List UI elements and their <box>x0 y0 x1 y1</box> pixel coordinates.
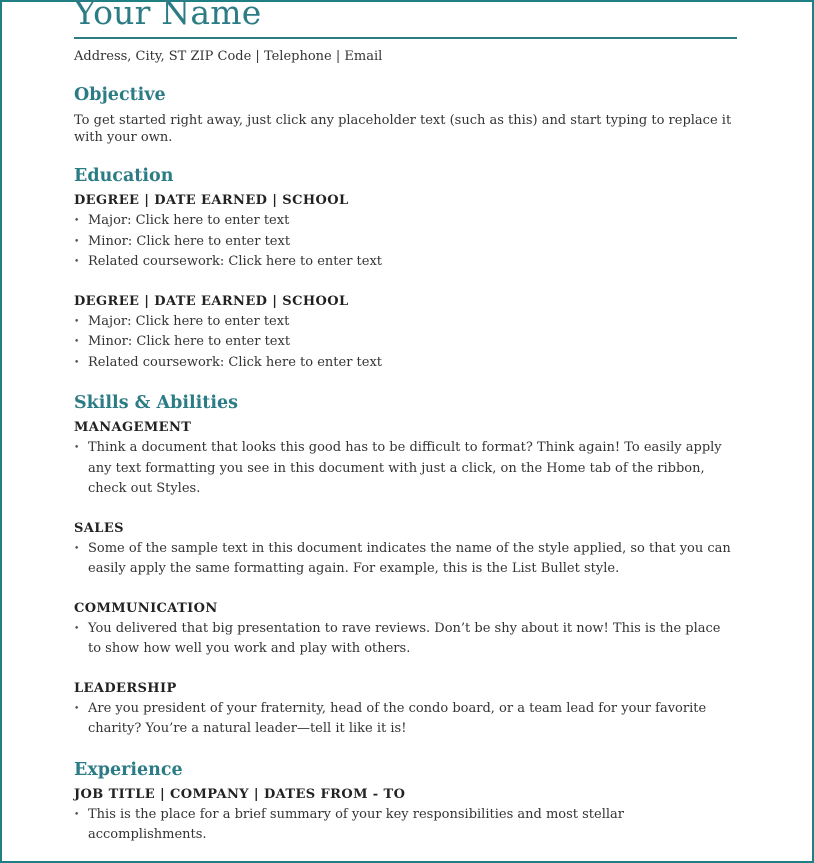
experience-entry-title[interactable]: JOB TITLE | COMPANY | DATES FROM - TO <box>74 786 406 802</box>
list-item[interactable] <box>74 805 737 846</box>
bullet-icon: • <box>74 216 80 226</box>
list-item-text: Related coursework: Click here to enter text <box>88 354 383 370</box>
list-item-text: This is the place for a brief summary of your key responsibilities and most stellar accomplishments. <box>88 806 625 842</box>
list-item[interactable] <box>74 539 737 580</box>
skill-title-leadership[interactable]: LEADERSHIP <box>74 680 177 696</box>
list-item-text: Some of the sample text in this document indicates the name of the style applied, so that you can easily apply the same formatting again. For example, this is the List Bullet style. <box>88 540 731 576</box>
list-item[interactable] <box>74 619 737 660</box>
list-item[interactable] <box>74 332 737 353</box>
skill-title-sales[interactable]: SALES <box>74 520 124 536</box>
list-item[interactable] <box>74 312 737 333</box>
experience-heading: Experience <box>74 759 183 780</box>
skill-bullets <box>74 539 737 580</box>
list-item[interactable] <box>74 232 737 253</box>
education-entry-title[interactable]: DEGREE | DATE EARNED | SCHOOL <box>74 193 349 208</box>
experience-bullets <box>74 805 737 846</box>
list-item-text: Are you president of your fraternity, head of the condo board, or a team lead for your favorite charity? You’re a natural leader—tell it like it is! <box>88 700 707 736</box>
bullet-icon: • <box>74 257 80 267</box>
name-underline <box>74 37 737 39</box>
education-entry-title[interactable]: DEGREE | DATE EARNED | SCHOOL <box>74 293 349 309</box>
skill-title-management[interactable]: MANAGEMENT <box>74 420 192 435</box>
list-item-text: Think a document that looks this good has to be difficult to format? Think again! To easily apply any text formatting you see in this document with just a click, on the Home tab of the ribbon, check out Styles. <box>88 440 722 496</box>
list-item[interactable] <box>74 699 737 740</box>
list-item-text: Minor: Click here to enter text <box>88 233 291 249</box>
skill-bullets <box>74 699 737 740</box>
skill-bullets <box>74 438 737 500</box>
name-title[interactable]: Your Name <box>74 0 262 32</box>
bullet-icon: • <box>74 443 80 453</box>
list-item-text: Major: Click here to enter text <box>88 213 290 228</box>
list-item-text: You delivered that big presentation to rave reviews. Don’t be shy about it now! This is the place to show how well you work and play with others. <box>88 620 721 656</box>
bullet-icon: • <box>74 703 80 714</box>
bullet-icon: • <box>74 236 80 247</box>
bullet-icon: • <box>74 337 80 347</box>
education-entry-bullets <box>74 312 737 374</box>
resume-page <box>74 0 737 846</box>
list-item-text: Major: Click here to enter text <box>88 313 290 329</box>
skill-bullets <box>74 619 737 660</box>
bullet-icon: • <box>74 357 80 368</box>
list-item-text: Related coursework: Click here to enter text <box>88 254 383 269</box>
skills-heading: Skills & Abilities <box>74 393 239 413</box>
list-item[interactable] <box>74 252 737 273</box>
bullet-icon: • <box>74 316 80 327</box>
objective-heading: Objective <box>74 85 166 105</box>
contact-line[interactable]: Address, City, ST ZIP Code | Telephone | Email <box>74 49 383 64</box>
list-item-text: Minor: Click here to enter text <box>88 334 291 349</box>
skill-title-communication[interactable]: COMMUNICATION <box>74 600 218 616</box>
education-heading: Education <box>74 166 174 186</box>
bullet-icon: • <box>74 543 80 554</box>
objective-text[interactable]: To get started right away, just click any placeholder text (such as this) and start typing to replace it with your own. <box>74 113 732 145</box>
list-item[interactable] <box>74 438 737 500</box>
list-item[interactable] <box>74 353 737 374</box>
list-item[interactable] <box>74 211 737 232</box>
bullet-icon: • <box>74 809 80 820</box>
education-entry-bullets <box>74 211 737 273</box>
bullet-icon: • <box>74 623 80 634</box>
